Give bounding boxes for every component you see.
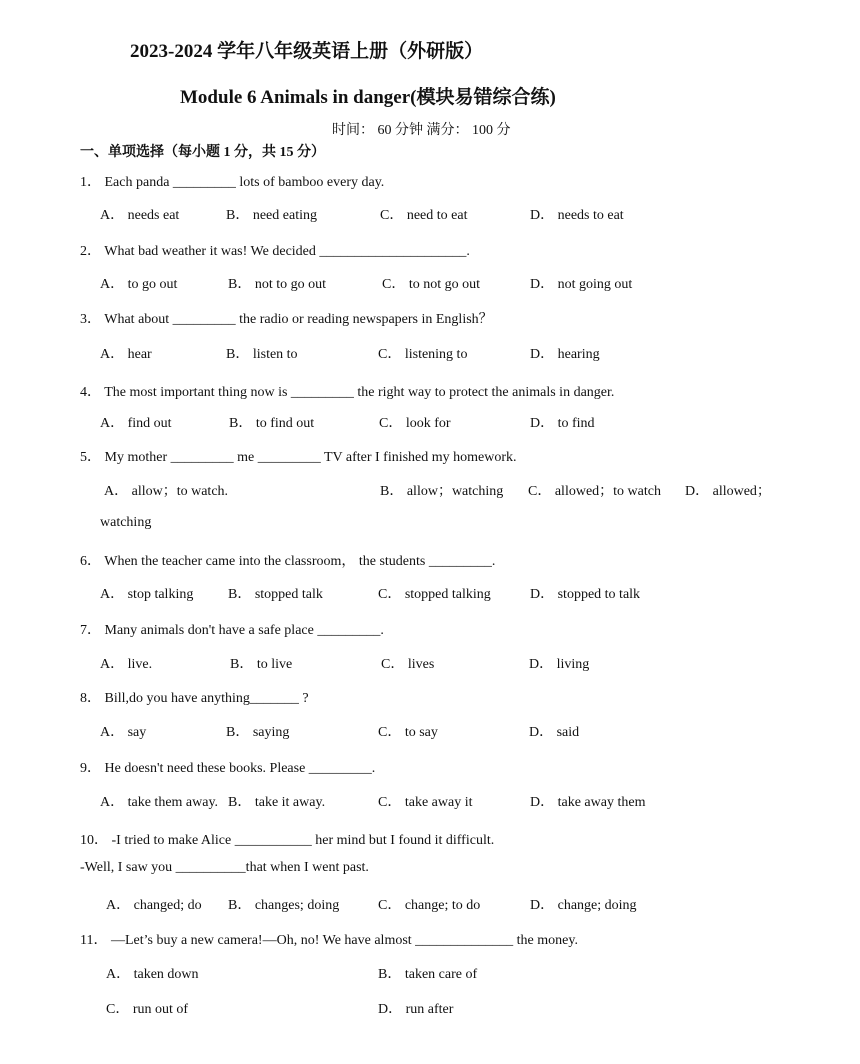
page-title: 2023-2024 学年八年级英语上册（外研版）: [130, 41, 484, 62]
option-a: A． take them away.: [100, 795, 219, 810]
option-b: B． not to go out: [228, 277, 327, 292]
option-c: C． to not go out: [382, 277, 481, 292]
option-a: A． allow；to watch.: [104, 484, 229, 499]
exam-meta: 时间： 60 分钟 满分： 100 分: [332, 123, 511, 138]
option-c: C． change; to do: [378, 898, 481, 913]
question-stem: 10． -I tried to make Alice ___________ her mind but I found it difficult.: [80, 833, 495, 848]
option-c: C． stopped talking: [378, 587, 491, 602]
option-c: C． allowed；to watch: [528, 484, 661, 499]
option-a: A． to go out: [100, 277, 178, 292]
question-stem: 2． What bad weather it was! We decided _____________________.: [80, 244, 470, 259]
option-d: D． run after: [378, 1002, 454, 1017]
option-d: D． change; doing: [530, 898, 637, 913]
option-b: B． listen to: [226, 347, 298, 362]
option-b: B． taken care of: [378, 967, 478, 982]
option-b: B． to live: [230, 657, 293, 672]
option-d: D． said: [529, 725, 580, 740]
option-d: D． living: [529, 657, 590, 672]
page-subtitle: Module 6 Animals in danger(模块易错综合练): [180, 87, 556, 108]
option-a: A． find out: [100, 416, 172, 431]
option-c: C． need to eat: [380, 208, 468, 223]
option-b: B． need eating: [226, 208, 317, 223]
question-stem-continued: -Well, I saw you __________that when I went past.: [80, 860, 369, 875]
option-d: D． not going out: [530, 277, 633, 292]
question-stem: 9． He doesn't need these books. Please _________.: [80, 761, 376, 776]
question-stem: 3． What about _________ the radio or reading newspapers in English？: [80, 312, 493, 327]
option-b: B． to find out: [229, 416, 315, 431]
option-a: A． hear: [100, 347, 152, 362]
option-a: A． live.: [100, 657, 153, 672]
option-b: B． take it away.: [228, 795, 326, 810]
option-c: C． to say: [378, 725, 438, 740]
question-stem: 6． When the teacher came into the classroom， the students _________.: [80, 554, 496, 569]
option-c: C． listening to: [378, 347, 468, 362]
option-a: A． changed; do: [106, 898, 202, 913]
question-stem: 5． My mother _________ me _________ TV after I finished my homework.: [80, 450, 517, 465]
option-c: C． lives: [381, 657, 435, 672]
option-d: D． stopped to talk: [530, 587, 641, 602]
option-d: D． allowed；: [685, 484, 771, 499]
question-stem: 1． Each panda _________ lots of bamboo every day.: [80, 175, 385, 190]
question-stem: 4． The most important thing now is _________ the right way to protect the animals in danger.: [80, 385, 615, 400]
option-b: B． allow；watching: [380, 484, 504, 499]
option-a: A． stop talking: [100, 587, 194, 602]
section-title: 一、单项选择（每小题 1 分，共 15 分）: [80, 145, 325, 160]
option-d: D． hearing: [530, 347, 600, 362]
option-a: A． say: [100, 725, 147, 740]
question-stem: 7． Many animals don't have a safe place _________.: [80, 623, 384, 638]
option-d-continued: watching: [100, 515, 152, 530]
option-d: D． needs to eat: [530, 208, 624, 223]
option-b: B． changes; doing: [228, 898, 340, 913]
question-stem: 11． —Let’s buy a new camera!—Oh, no! We have almost ______________ the money.: [80, 933, 578, 948]
option-a: A． needs eat: [100, 208, 180, 223]
question-stem: 8． Bill,do you have anything_______ ?: [80, 691, 309, 706]
option-d: D． take away them: [530, 795, 646, 810]
option-a: A． taken down: [106, 967, 199, 982]
option-b: B． stopped talk: [228, 587, 323, 602]
option-c: C． look for: [379, 416, 451, 431]
option-b: B． saying: [226, 725, 290, 740]
option-c: C． run out of: [106, 1002, 189, 1017]
option-d: D． to find: [530, 416, 595, 431]
option-c: C． take away it: [378, 795, 473, 810]
